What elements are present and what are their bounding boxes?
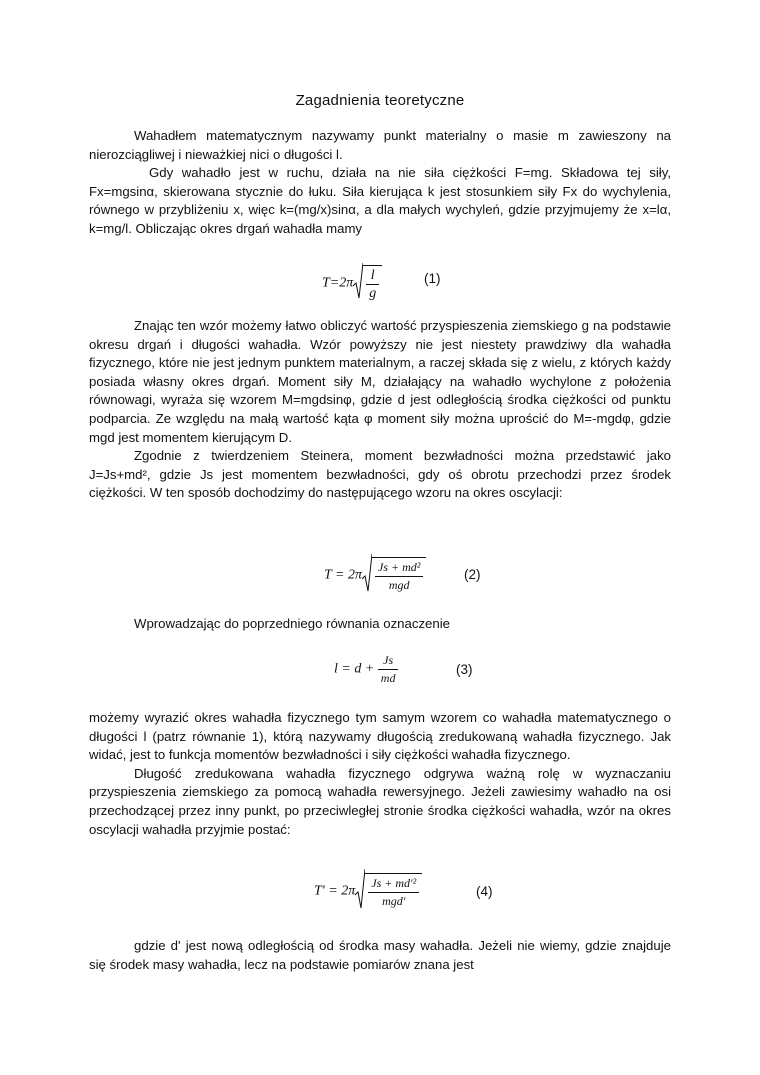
paragraph-8: gdzie d' jest nową odległością od środka masy wahadła. Jeżeli nie wiemy, gdzie znajduje się środek masy wahadła, lecz na podstawie pomiarów znana jest <box>89 938 671 972</box>
equation-4: T' = 2π $\frac{\text{Js + md'²}}{\text{mgd'}}$ <box>314 868 422 915</box>
paragraph-1: Wahadłem matematycznym nazywamy punkt materialny o masie m zawieszony na nierozciągliwej i nieważkiej nici o długości l. <box>89 128 671 162</box>
equation-3-number: (3) <box>456 662 473 677</box>
text-block-3 <box>89 615 671 634</box>
paragraph-2: Gdy wahadło jest w ruchu, działa na nie siła ciężkości F=mg. Składowa tej siły, Fx=mgsinα, skierowana stycznie do łuku. Siła kierująca k jest stosunkiem siły Fx do wychylenia, równego w przybliżeniu x, więc k=(mg/x)sinα, a dla małych wychyleń, gdzie przyjmujemy że x=lα, k=mg/l. Obliczając okres drgań wahadła mamy <box>89 165 671 236</box>
paragraph-3: Znając ten wzór możemy łatwo obliczyć wartość przyspieszenia ziemskiego g na podstawie okresu drgań i długości wahadła. Wzór powyższy nie jest niestety prawdziwy dla wahadła fizycznego, które nie jest jednym punktem materialnym, a raczej składa się z wielu, z których każdy posiada własny okres drgań. Moment siły M, działający na wahadło wychylone z położenia równowagi, wyraża się wzorem M=mgdsinφ, gdzie d jest odległością środka ciężkości od punktu podparcia. Ze względu na małą wartość kąta φ moment siły można uprościć do M=-mgdφ, gdzie mgd jest momentem kierującym D. <box>89 318 671 445</box>
paragraph-6: możemy wyrazić okres wahadła fizycznego tym samym wzorem co wahadła matematycznego o długości l (patrz równanie 1), którą nazywamy długością zredukowaną wahadła fizycznego. Jak widać, jest to funkcja momentów bezwładności i siły ciężkości wahadła fizycznego. <box>89 710 671 763</box>
text-block-4 <box>89 709 671 839</box>
paragraph-7: Długość zredukowana wahadła fizycznego odgrywa ważną rolę w wyznaczaniu przyspieszenia ziemskiego za pomocą wahadła rewersyjnego. Jeżeli zawiesimy wahadło na osi przechodzącej przez inny punkt, po przeciwległej stronie środka ciężkości wahadła, wzór na okres oscylacji wahadła przyjmie postać: <box>89 765 671 837</box>
equation-3: l = d + $\frac{Js}{md}$ <box>334 652 398 687</box>
equation-1: T=2π $\frac{l}{g}$ <box>322 262 382 305</box>
paragraph-5: Wprowadzając do poprzedniego równania oznaczenie <box>134 616 450 631</box>
text-block-5 <box>89 937 671 974</box>
page-title: Zagadnienia teoretyczne <box>295 92 465 109</box>
text-block-1 <box>89 127 671 239</box>
text-block-2 <box>89 317 671 503</box>
paragraph-4: Zgodnie z twierdzeniem Steinera, moment bezwładności można przedstawić jako J=Js+md², gdzie Js jest momentem bezwładności, gdy oś obrotu przechodzi przez środek ciężkości. W ten sposób dochodzimy do następującego wzoru na okres oscylacji: <box>89 448 671 501</box>
equation-1-number: (1) <box>424 271 441 286</box>
equation-2-number: (2) <box>464 567 481 582</box>
equation-4-number: (4) <box>476 884 493 899</box>
equation-2: T = 2π $\frac{\text{Js + md²}}{\text{mgd}}$ <box>324 553 426 598</box>
